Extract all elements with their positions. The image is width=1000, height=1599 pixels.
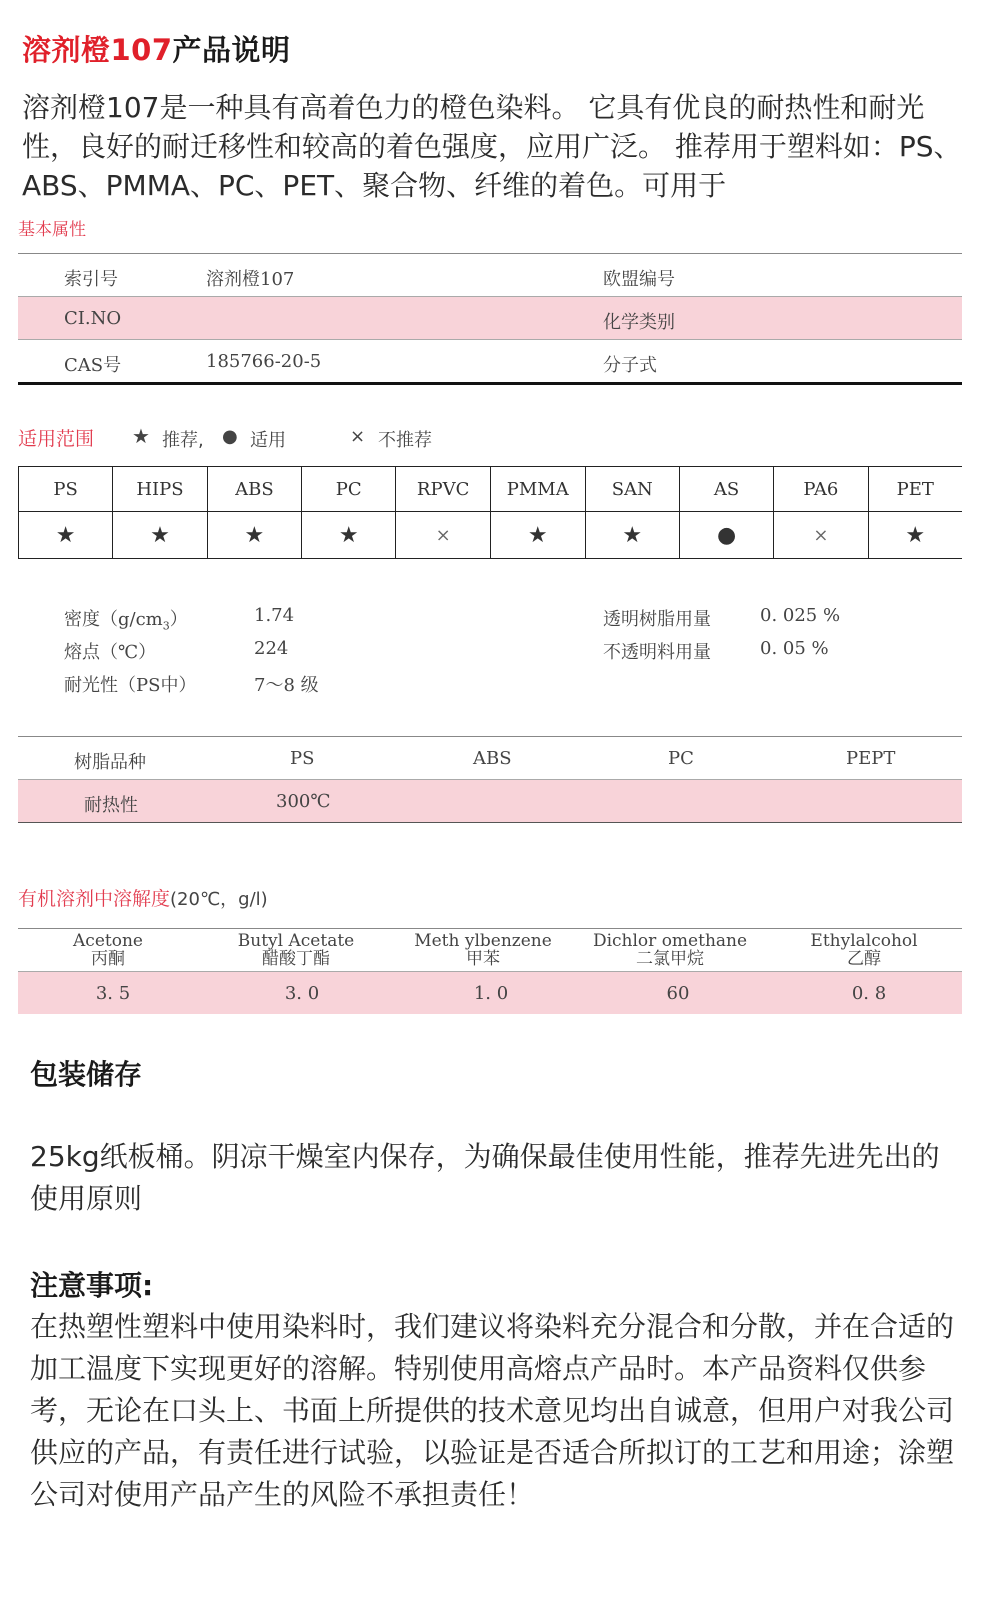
opaque-dosage-value: 0. 05 % [760, 638, 829, 659]
packaging-heading: 包装储存 [30, 1058, 143, 1091]
property-row [18, 254, 962, 297]
property-row [18, 297, 962, 340]
heat-header-row [18, 737, 962, 780]
solvent-header: Dichlor omethane 二氯甲烷 [592, 931, 748, 969]
heat-header-cell: PS [290, 748, 315, 769]
property-key: 分子式 [603, 355, 657, 376]
intro-paragraph: 溶剂橙107是一种具有高着色力的橙色染料。 它具有优良的耐热性和耐光性，良好的耐迁移性和较高的着色强度，应用广泛。 推荐用于塑料如：PS、ABS、PMMA、PC、PET、聚合物、纤维的着色。可用于 [22, 91, 962, 202]
solvent-header: Butyl Acetate 醋酸丁酯 [237, 931, 355, 969]
property-value: 溶剂橙107 [206, 269, 295, 290]
suitability-mark: × [396, 512, 491, 559]
property-key: 化学类别 [603, 312, 675, 333]
heat-resistance-table [18, 737, 962, 823]
resin-cell: PC [302, 467, 396, 512]
resin-cell: PMMA [490, 467, 585, 512]
application-grid [18, 466, 962, 559]
suitability-mark: ★ [585, 512, 679, 559]
property-value: 185766-20-5 [206, 351, 322, 372]
dot-icon: ● [222, 426, 238, 447]
heat-header-cell: 树脂品种 [74, 752, 146, 773]
lightfastness-value: 7～8 级 [254, 675, 319, 696]
solubility-value: 3. 0 [284, 983, 320, 1004]
heat-value-row [18, 780, 962, 823]
heat-value-cell: 300℃ [276, 791, 331, 812]
solubility-value: 1. 0 [473, 983, 509, 1004]
property-key: 索引号 [64, 269, 118, 290]
resin-cell: SAN [585, 467, 679, 512]
property-key: 欧盟编号 [603, 269, 675, 290]
suitability-row [19, 512, 963, 559]
notes-text: 在热塑性塑料中使用染料时，我们建议将染料充分混合和分散，并在合适的加工温度下实现更好的溶解。特别使用高熔点产品时。本产品资料仅供参考，无论在口头上、书面上所提供的技术意见均出自诚意，但用户对我公司供应的产品，有责任进行试验，以验证是否适合所拟订的工艺和用途；涂塑公司对使用产品产生的风险不承担责任！ [30, 1310, 955, 1511]
star-icon: ★ [132, 424, 150, 448]
resin-cell: HIPS [113, 467, 207, 512]
suitability-mark: ★ [868, 512, 962, 559]
resin-cell: PS [19, 467, 113, 512]
solubility-table [18, 928, 962, 1014]
solvent-header: Meth ylbenzene 甲苯 [414, 931, 552, 969]
density-value: 1.74 [254, 605, 295, 626]
notes-heading: 注意事项: [30, 1269, 154, 1302]
property-key: CAS号 [64, 355, 122, 376]
transparent-dosage-label: 透明树脂用量 [603, 609, 711, 630]
solubility-value: 60 [666, 983, 690, 1004]
suitability-mark: ★ [302, 512, 396, 559]
solubility-unit: (20℃，g/l) [170, 889, 268, 910]
solvent-header: Ethylalcohol 乙醇 [810, 931, 918, 969]
solubility-value: 3. 5 [95, 983, 131, 1004]
suitability-mark: ★ [207, 512, 301, 559]
application-legend [0, 426, 1000, 450]
cross-icon: × [350, 426, 366, 447]
opaque-dosage-label: 不透明料用量 [603, 642, 711, 663]
title-suffix: 产品说明 [172, 33, 291, 67]
legend-not-recommended: 不推荐 [378, 430, 432, 451]
solubility-value: 0. 8 [851, 983, 887, 1004]
resin-cell: RPVC [396, 467, 491, 512]
application-label: 适用范围 [18, 428, 95, 450]
suitability-mark: ● [679, 512, 773, 559]
solvent-header-row [18, 928, 962, 972]
solubility-label: 有机溶剂中溶解度 [18, 888, 171, 910]
heat-header-cell: PC [668, 748, 694, 769]
transparent-dosage-value: 0. 025 % [760, 605, 841, 626]
resin-cell: ABS [207, 467, 301, 512]
heat-header-cell: PEPT [846, 748, 896, 769]
lightfastness-label: 耐光性（PS中） [64, 675, 197, 696]
melting-value: 224 [254, 638, 289, 659]
resin-cell: AS [679, 467, 773, 512]
packaging-text: 25kg纸板桶。阴凉干燥室内保存，为确保最佳使用性能，推荐先进先出的使用原则 [30, 1140, 940, 1215]
property-key: CI.NO [64, 308, 122, 329]
title-product-name: 溶剂橙107 [22, 33, 173, 67]
suitability-mark: ★ [19, 512, 113, 559]
resin-cell: PET [868, 467, 962, 512]
suitability-mark: ★ [113, 512, 207, 559]
suitability-mark: × [774, 512, 868, 559]
heat-value-cell: 耐热性 [84, 795, 138, 816]
resin-cell: PA6 [774, 467, 868, 512]
property-row [18, 340, 962, 385]
solubility-value-row [18, 972, 962, 1014]
solubility-heading [18, 884, 268, 911]
solvent-header: Acetone 丙酮 [73, 931, 143, 969]
legend-applicable: 适用 [250, 430, 286, 451]
legend-recommended: 推荐, [162, 430, 204, 451]
basic-properties-label: 基本属性 [18, 220, 86, 240]
suitability-mark: ★ [490, 512, 585, 559]
page-title [22, 28, 291, 69]
heat-header-cell: ABS [473, 748, 512, 769]
density-label: 密度$(g/cm_3)$ [64, 609, 188, 633]
melting-label: 熔点（℃） [64, 642, 157, 663]
resin-header-row [19, 467, 963, 512]
basic-properties-table [18, 254, 962, 385]
